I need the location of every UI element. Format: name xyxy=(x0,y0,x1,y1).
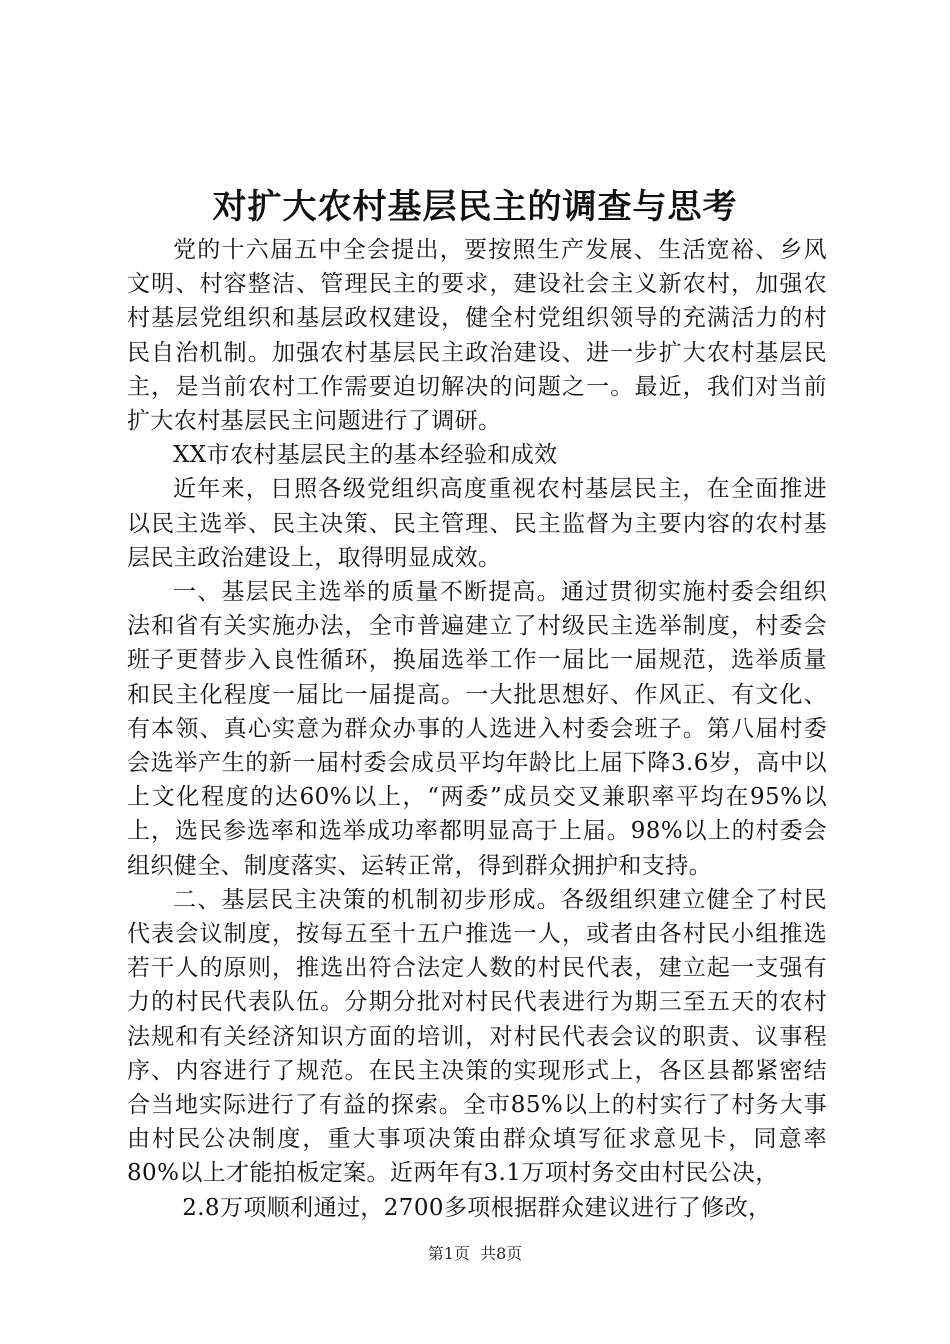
page-number-footer: 第1页 共8页 xyxy=(427,1244,523,1263)
paragraph-intro: 党的十六届五中全会提出，要按照生产发展、生活宽裕、乡风文明、村容整洁、管理民主的要求，建设社会主义新农村，加强农村基层党组织和基层政权建设，健全村党组织领导的充满活力的村民自治机制。加强农村基层民主政治建设、进一步扩大农村基层民主，是当前农村工作需要迫切解决的问题之一。最近，我们对当前扩大农村基层民主问题进行了调研。 xyxy=(127,237,827,435)
section-heading: XX市农村基层民主的基本经验和成效 xyxy=(173,442,558,469)
document-body xyxy=(127,233,827,1225)
paragraph-continuation: 2.8万项顺利通过，2700多项根据群众建议进行了修改， xyxy=(182,1194,772,1221)
paragraph-overview: 近年来，日照各级党组织高度重视农村基层民主，在全面推进以民主选举、民主决策、民主管理、民主监督为主要内容的农村基层民主政治建设上，取得明显成效。 xyxy=(127,476,827,571)
paragraph-elections: 一、基层民主选举的质量不断提高。通过贯彻实施村委会组织法和省有关实施办法，全市普遍建立了村级民主选举制度，村委会班子更替步入良性循环，换届选举工作一届比一届规范，选举质量和民主化程度一届比一届提高。一大批思想好、作风正、有文化、有本领、真心实意为群众办事的人选进入村委会班子。第八届村委会选举产生的新一届村委会成员平均年龄比上届下降3.6岁，高中以上文化程度的达60%以上，“两委”成员交叉兼职率平均在95%以上，选民参选率和选举成功率都明显高于上届。98%以上的村委会组织健全、制度落实、运转正常，得到群众拥护和支持。 xyxy=(127,579,827,879)
document-title: 对扩大农村基层民主的调查与思考 xyxy=(212,187,738,227)
paragraph-decision-making: 二、基层民主决策的机制初步形成。各级组织建立健全了村民代表会议制度，按每五至十五户推选一人，或者由各村民小组推选若干人的原则，推选出符合法定人数的村民代表，建立起一支强有力的村民代表队伍。分期分批对村民代表进行为期三至五天的农村法规和有关经济知识方面的培训，对村民代表会议的职责、议事程序、内容进行了规范。在民主决策的实现形式上，各区县都紧密结合当地实际进行了有益的探索。全市85%以上的村实行了村务大事由村民公决制度，重大事项决策由群众填写征求意见卡，同意率80%以上才能拍板定案。近两年有3.1万项村务交由村民公决， xyxy=(127,886,827,1187)
